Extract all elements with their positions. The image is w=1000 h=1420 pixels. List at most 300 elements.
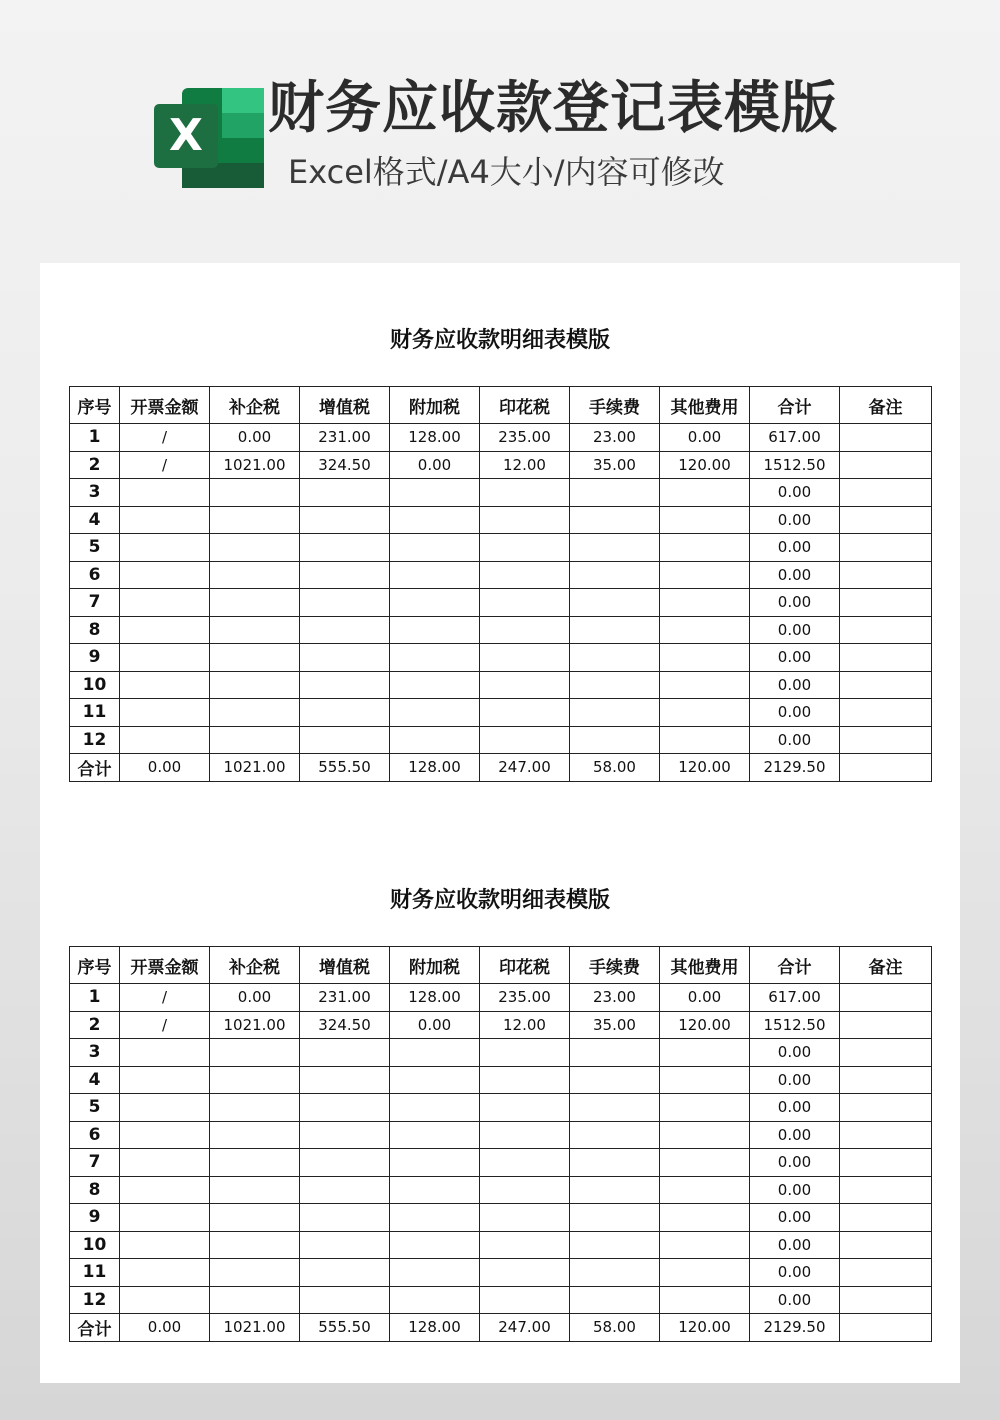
header-row [70,387,932,424]
table-cell [120,561,210,589]
table-cell [300,506,390,534]
column-header: 其他费用 [660,387,750,424]
row-index-cell: 7 [70,589,120,617]
table-cell [840,1286,932,1314]
table-cell: 0.00 [750,479,840,507]
table-cell: 0.00 [750,616,840,644]
row-index-cell: 1 [70,424,120,452]
table-cell [390,699,480,727]
table-cell: 58.00 [570,754,660,782]
table-cell [660,1149,750,1177]
table-row [70,1286,932,1314]
table-cell [840,754,932,782]
table-cell [120,1204,210,1232]
table-cell [120,671,210,699]
table-cell [210,1286,300,1314]
table-cell [300,699,390,727]
table-cell [660,671,750,699]
table-cell [660,589,750,617]
table-cell [210,644,300,672]
table-cell: 324.50 [300,1011,390,1039]
table-cell [570,589,660,617]
table-row [70,1011,932,1039]
table-cell [840,671,932,699]
document-page [40,263,960,1383]
table-cell [840,1121,932,1149]
column-header: 印花税 [480,387,570,424]
row-index-cell: 合计 [70,754,120,782]
table-cell [570,616,660,644]
table-cell [210,561,300,589]
table-cell: 0.00 [660,424,750,452]
table-cell [390,479,480,507]
row-index-cell: 8 [70,1176,120,1204]
table-cell [570,699,660,727]
table-cell: 324.50 [300,451,390,479]
excel-logo-letter: X [169,110,203,161]
table-cell: 0.00 [120,1314,210,1342]
table-cell [120,1149,210,1177]
table-cell: 0.00 [750,534,840,562]
table-cell [480,1286,570,1314]
table-cell [390,534,480,562]
table-cell: 0.00 [750,1204,840,1232]
table-cell [210,479,300,507]
row-index-cell: 6 [70,1121,120,1149]
table-cell: 23.00 [570,984,660,1012]
table-cell [300,1286,390,1314]
table-cell [300,616,390,644]
row-index-cell: 2 [70,451,120,479]
table-cell [390,1066,480,1094]
table-cell [660,506,750,534]
column-header: 补企税 [210,947,300,984]
table-cell [390,1176,480,1204]
table-cell [660,1286,750,1314]
table-cell [390,1286,480,1314]
table-cell: 0.00 [750,699,840,727]
table-cell [480,726,570,754]
table-cell [300,1149,390,1177]
table-cell [660,616,750,644]
table-cell [210,1149,300,1177]
table-row [70,1121,932,1149]
table-cell: 120.00 [660,754,750,782]
row-index-cell: 5 [70,1094,120,1122]
table-cell [840,1314,932,1342]
table-cell [210,1231,300,1259]
table-cell [120,589,210,617]
table-cell [120,534,210,562]
header-row [70,947,932,984]
column-header: 手续费 [570,387,660,424]
table-cell: 0.00 [750,1066,840,1094]
table-cell [390,1259,480,1287]
table-cell [840,616,932,644]
table-cell [840,1039,932,1067]
table-cell [300,1176,390,1204]
table-cell [480,589,570,617]
table-cell [300,1039,390,1067]
column-header: 补企税 [210,387,300,424]
table-cell [660,726,750,754]
row-index-cell: 合计 [70,1314,120,1342]
table-row [70,424,932,452]
table-cell [390,644,480,672]
page-subtitle: Excel格式/A4大小/内容可修改 [288,153,725,191]
table-row [70,1094,932,1122]
row-index-cell: 9 [70,644,120,672]
row-index-cell: 6 [70,561,120,589]
table-row [70,1204,932,1232]
table-cell [210,534,300,562]
table-cell [480,561,570,589]
table-cell: 231.00 [300,984,390,1012]
table-cell [840,1149,932,1177]
table-cell: 1512.50 [750,1011,840,1039]
row-index-cell: 11 [70,699,120,727]
table-cell [570,1149,660,1177]
table-cell: 120.00 [660,1314,750,1342]
table-cell [570,1176,660,1204]
table-cell [120,726,210,754]
table-cell [120,1094,210,1122]
table-cell [660,1121,750,1149]
row-index-cell: 7 [70,1149,120,1177]
sheet-title: 财务应收款明细表模版 [389,328,610,353]
table-cell [840,1204,932,1232]
row-index-cell: 10 [70,671,120,699]
table-cell [390,726,480,754]
table-cell: 1512.50 [750,451,840,479]
table-cell [570,534,660,562]
table-cell: 128.00 [390,1314,480,1342]
table-cell: 0.00 [750,1094,840,1122]
table-cell [840,1259,932,1287]
table-cell [840,479,932,507]
table-cell [210,506,300,534]
column-header: 附加税 [390,387,480,424]
table-cell [480,1149,570,1177]
table-cell: 0.00 [750,1121,840,1149]
table-cell [570,1094,660,1122]
table-row [70,589,932,617]
table-cell: / [120,1011,210,1039]
table-cell: 0.00 [750,1286,840,1314]
table-cell: 0.00 [210,424,300,452]
table-cell [120,1231,210,1259]
table-cell [570,506,660,534]
header [0,0,1000,260]
column-header: 增值税 [300,387,390,424]
table-cell [120,1259,210,1287]
table-cell [570,1204,660,1232]
table-cell [390,1204,480,1232]
column-header: 序号 [70,387,120,424]
table-cell [660,1259,750,1287]
table-cell [660,1204,750,1232]
table-cell: 0.00 [750,1231,840,1259]
table-row [70,616,932,644]
table-cell: 1021.00 [210,1314,300,1342]
table-cell [120,644,210,672]
table-cell [480,1039,570,1067]
table-row [70,1149,932,1177]
row-index-cell: 9 [70,1204,120,1232]
table-cell [390,1149,480,1177]
table-cell [300,1066,390,1094]
total-row [70,754,932,782]
table-cell: 247.00 [480,754,570,782]
table-cell [210,671,300,699]
row-index-cell: 4 [70,1066,120,1094]
table-cell [390,1039,480,1067]
column-header: 印花税 [480,947,570,984]
table-cell [570,1039,660,1067]
table-cell: 120.00 [660,1011,750,1039]
table-cell [660,1231,750,1259]
column-header: 备注 [840,387,932,424]
table-cell: 0.00 [750,561,840,589]
table-cell [570,644,660,672]
table-cell [390,561,480,589]
column-header: 增值税 [300,947,390,984]
ledger-table [69,946,932,1342]
table-cell: 35.00 [570,451,660,479]
table-cell [660,644,750,672]
row-index-cell: 1 [70,984,120,1012]
table-cell [840,1066,932,1094]
table-cell: 0.00 [750,644,840,672]
table-cell [120,1066,210,1094]
table-row [70,699,932,727]
table-cell [210,589,300,617]
table-cell [120,1176,210,1204]
table-cell [210,699,300,727]
table-cell: 247.00 [480,1314,570,1342]
table-cell: 0.00 [390,1011,480,1039]
table-row [70,1066,932,1094]
column-header: 其他费用 [660,947,750,984]
table-cell [840,726,932,754]
table-cell [480,671,570,699]
table-cell: 12.00 [480,1011,570,1039]
table-row [70,451,932,479]
table-cell: / [120,451,210,479]
table-cell [210,1094,300,1122]
table-cell [390,671,480,699]
table-cell: 0.00 [750,589,840,617]
table-cell: 555.50 [300,1314,390,1342]
table-cell [210,1121,300,1149]
table-row [70,726,932,754]
table-cell [300,589,390,617]
table-cell: 0.00 [750,1039,840,1067]
table-cell [300,534,390,562]
table-cell [570,1231,660,1259]
table-cell: 0.00 [750,1176,840,1204]
table-cell [480,1204,570,1232]
table-cell [480,1176,570,1204]
table-cell [840,561,932,589]
table-cell [840,424,932,452]
table-row [70,506,932,534]
column-header: 合计 [750,947,840,984]
column-header: 附加税 [390,947,480,984]
table-cell [570,726,660,754]
table-cell [840,589,932,617]
table-row [70,1231,932,1259]
table-cell [300,644,390,672]
table-cell [570,671,660,699]
column-header: 手续费 [570,947,660,984]
table-cell [480,644,570,672]
table-cell [300,561,390,589]
table-cell: 0.00 [750,506,840,534]
table-cell [660,479,750,507]
table-cell [840,506,932,534]
table-cell: 555.50 [300,754,390,782]
table-cell [480,1259,570,1287]
ledger-table [69,386,932,782]
row-index-cell: 12 [70,726,120,754]
table-cell: 0.00 [210,984,300,1012]
row-index-cell: 3 [70,479,120,507]
table-row [70,1039,932,1067]
table-cell: 0.00 [390,451,480,479]
table-cell [300,726,390,754]
table-cell [300,1121,390,1149]
table-cell [120,1039,210,1067]
row-index-cell: 4 [70,506,120,534]
table-cell: 617.00 [750,984,840,1012]
table-cell: 617.00 [750,424,840,452]
table-cell: 128.00 [390,754,480,782]
table-cell: 0.00 [750,726,840,754]
column-header: 开票金额 [120,947,210,984]
table-cell: 128.00 [390,984,480,1012]
table-cell [480,616,570,644]
page-title: 财务应收款登记表模版 [268,76,838,141]
table-cell: 0.00 [660,984,750,1012]
table-cell [570,1121,660,1149]
row-index-cell: 10 [70,1231,120,1259]
table-row [70,479,932,507]
table-cell [570,1066,660,1094]
table-cell: 235.00 [480,424,570,452]
table-cell [570,1259,660,1287]
row-index-cell: 8 [70,616,120,644]
table-cell [660,561,750,589]
table-cell: 2129.50 [750,1314,840,1342]
sheet-title: 财务应收款明细表模版 [389,888,610,913]
table-cell: 235.00 [480,984,570,1012]
table-cell: 23.00 [570,424,660,452]
table-cell [390,616,480,644]
table-cell [300,1259,390,1287]
row-index-cell: 3 [70,1039,120,1067]
table-cell [390,506,480,534]
table-cell [480,1121,570,1149]
excel-logo-icon [154,88,264,188]
table-cell [840,1231,932,1259]
table-cell [840,1094,932,1122]
table-cell [120,479,210,507]
table-cell [390,1121,480,1149]
table-cell: 12.00 [480,451,570,479]
table-cell [300,1231,390,1259]
table-cell [300,671,390,699]
column-header: 备注 [840,947,932,984]
table-cell [840,1176,932,1204]
table-cell: 1021.00 [210,451,300,479]
table-cell: / [120,984,210,1012]
table-cell [210,1204,300,1232]
table-cell [570,479,660,507]
table-cell [660,699,750,727]
table-cell [120,699,210,727]
column-header: 合计 [750,387,840,424]
table-row [70,671,932,699]
table-cell [300,1094,390,1122]
table-cell [840,451,932,479]
table-cell [120,1286,210,1314]
table-cell [660,1094,750,1122]
table-cell [840,699,932,727]
table-cell: 2129.50 [750,754,840,782]
table-row [70,984,932,1012]
row-index-cell: 11 [70,1259,120,1287]
table-cell [660,1066,750,1094]
table-cell: 128.00 [390,424,480,452]
table-cell [120,506,210,534]
table-row [70,561,932,589]
table-row [70,1176,932,1204]
table-cell [210,1259,300,1287]
row-index-cell: 12 [70,1286,120,1314]
table-cell: 58.00 [570,1314,660,1342]
table-cell [840,644,932,672]
table-cell [390,589,480,617]
table-cell [210,726,300,754]
table-cell [120,1121,210,1149]
table-cell [210,616,300,644]
table-cell [480,1066,570,1094]
table-cell [660,534,750,562]
table-cell [390,1094,480,1122]
table-cell [570,1286,660,1314]
column-header: 序号 [70,947,120,984]
table-cell: 0.00 [750,1259,840,1287]
table-cell [840,534,932,562]
table-cell [660,1039,750,1067]
table-cell: 120.00 [660,451,750,479]
table-cell: 231.00 [300,424,390,452]
table-cell [480,699,570,727]
row-index-cell: 2 [70,1011,120,1039]
table-cell: 0.00 [120,754,210,782]
column-header: 开票金额 [120,387,210,424]
table-cell [480,479,570,507]
table-cell [210,1039,300,1067]
table-cell [300,479,390,507]
table-cell: 0.00 [750,1149,840,1177]
table-row [70,1259,932,1287]
table-cell: 1021.00 [210,754,300,782]
ledger-sheet-2 [69,881,931,1342]
table-cell [480,506,570,534]
table-cell [480,534,570,562]
